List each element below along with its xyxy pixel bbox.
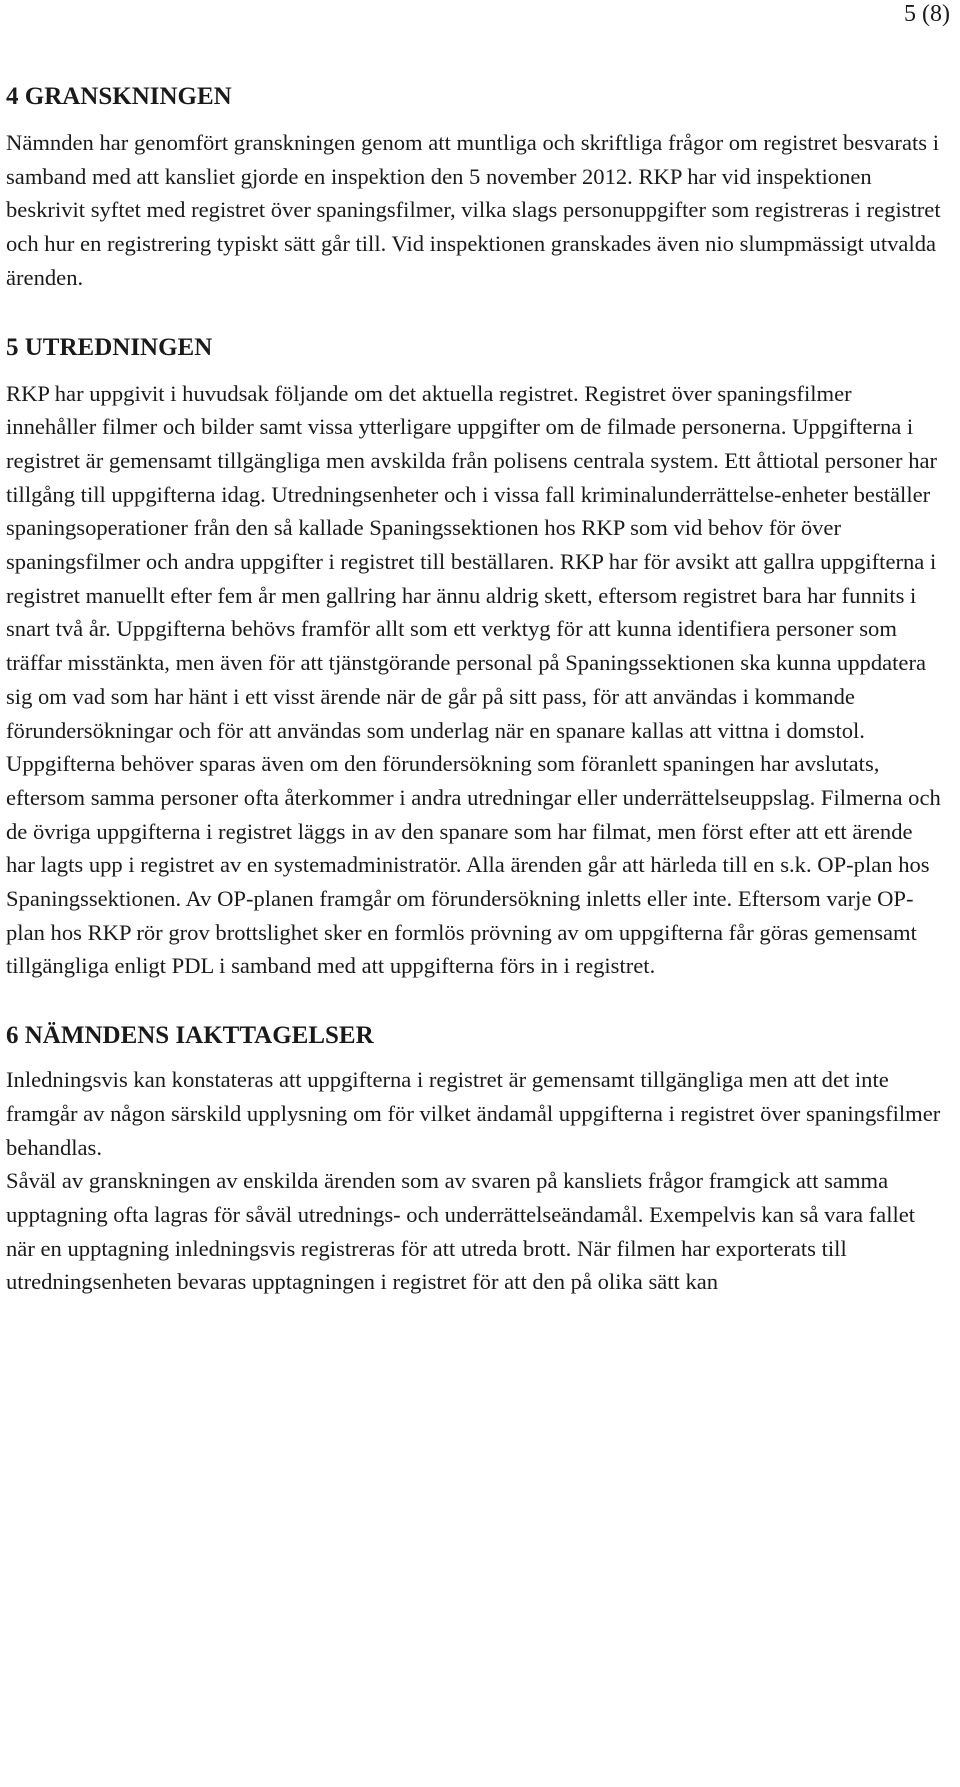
section-iakttagelser [6, 1019, 946, 1299]
section-paragraph: Inledningsvis kan konstateras att uppgifterna i registret är gemensamt tillgängliga men att det inte framgår av någon särskild upplysning om för vilket ändamål uppgifterna i registret över spaningsfilmer behandlas. [6, 1067, 941, 1160]
section-paragraph: Såväl av granskningen av enskilda ärenden som av svaren på kansliets frågor framgick att samma upptagning ofta lagras för såväl utrednings- och underrättelseändamål. Exempelvis kan så vara fallet när en upptagning inledningsvis registreras för att utreda brott. När filmen har exporterats till utredningsenheten bevaras upptagningen i registret för att den på olika sätt kan [6, 1168, 916, 1295]
section-heading: 5 UTREDNINGEN [6, 333, 213, 361]
section-granskningen [6, 80, 946, 295]
section-utredningen [6, 331, 946, 984]
section-paragraph: RKP har uppgivit i huvudsak följande om det aktuella registret. Registret över spaningsfilmer innehåller filmer och bilder samt vissa ytterligare uppgifter om de filmade personerna. Uppgifterna i registret är gemensamt tillgängliga men avskilda från polisens centrala system. Ett åttiotal personer har tillgång till uppgifterna idag. Utredningsenheter och i vissa fall kriminalunderrättelse-enheter beställer spaningsoperationer från den så kallade Spaningssektionen hos RKP som vid behov för över spaningsfilmer och andra uppgifter i registret till beställaren. RKP har för avsikt att gallra uppgifterna i registret manuellt efter fem år men gallring har ännu aldrig skett, eftersom registret bara har funnits i snart två år. Uppgifterna behövs framför allt som ett verktyg för att kunna identifiera personer som träffar misstänkta, men även för att tjänstgörande personal på Spaningssektionen ska kunna uppdatera sig om vad som har hänt i ett visst ärende när de går på sitt pass, för att användas i kommande förundersökningar och för att användas som underlag när en spanare kallas att vittna i domstol. Uppgifterna behöver sparas även om den förundersökning som föranlett spaningen har avslutats, eftersom samma personer ofta återkommer i andra utredningar eller underrättelseuppslag. Filmerna och de övriga uppgifterna i registret läggs in av den spanare som har filmat, men först efter att ett ärende har lagts upp i registret av en systemadministratör. Alla ärenden går att härleda till en s.k. OP-plan hos Spaningssektionen. Av OP-planen framgår om förundersökning inletts eller inte. Eftersom varje OP-plan hos RKP rör grov brottslighet sker en formlös prövning av om uppgifterna får göras gemensamt tillgängliga enligt PDL i samband med att uppgifterna förs in i registret. [6, 380, 941, 979]
page-number: 5 (8) [904, 1, 950, 27]
document-body [6, 80, 946, 1299]
section-heading: 4 GRANSKNINGEN [6, 83, 232, 110]
section-heading: 6 NÄMNDENS IAKTTAGELSER [6, 1022, 374, 1050]
section-paragraph: Nämnden har genomfört granskningen genom att muntliga och skriftliga frågor om registret besvarats i samband med att kansliet gjorde en inspektion den 5 november 2012. RKP har vid inspektionen beskrivit syftet med registret över spaningsfilmer, vilka slags personuppgifter som registreras i registret och hur en registrering typiskt sätt går till. Vid inspektionen granskades även nio slumpmässigt utvalda ärenden. [6, 130, 941, 290]
